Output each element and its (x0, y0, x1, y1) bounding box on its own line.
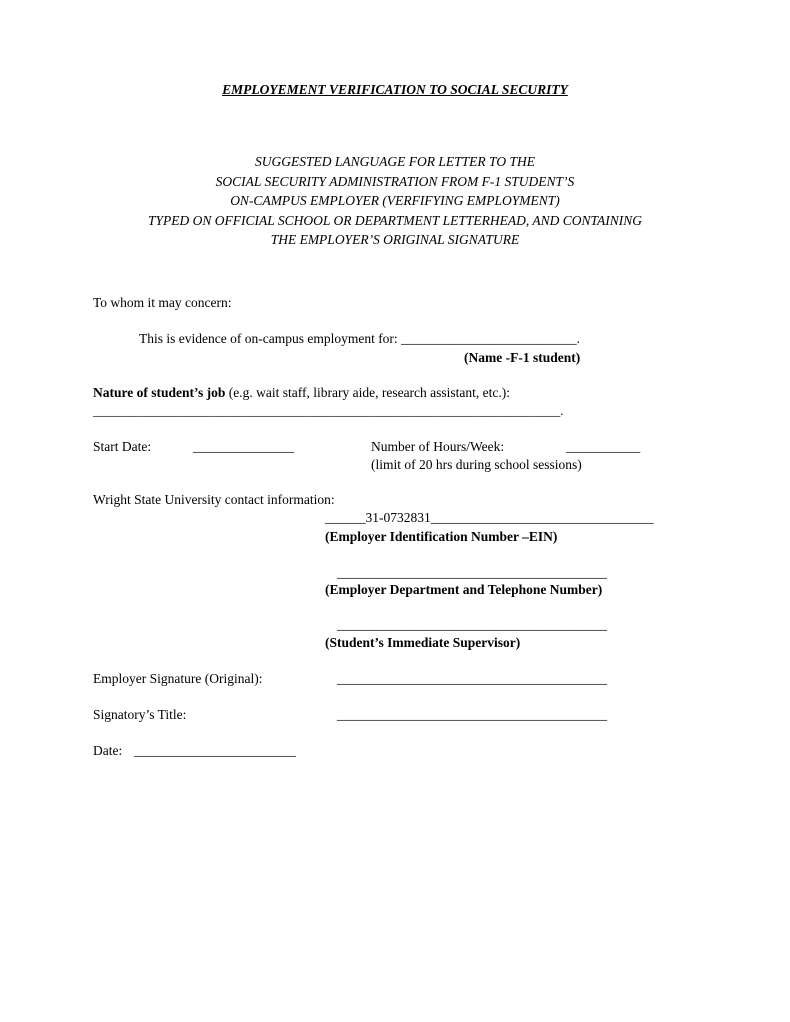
subtitle-line: SUGGESTED LANGUAGE FOR LETTER TO THE (255, 154, 535, 169)
hours-per-week-field[interactable]: ___________ (566, 439, 641, 454)
job-nature-label: Nature of student’s job (93, 385, 226, 400)
signatory-title-field[interactable]: ________________________________________ (337, 707, 607, 722)
start-date-label: Start Date: (93, 439, 152, 454)
hours-limit-note: (limit of 20 hrs during school sessions) (371, 457, 582, 472)
subtitle-line: THE EMPLOYER’S ORIGINAL SIGNATURE (270, 232, 520, 247)
job-nature-row (93, 385, 510, 401)
job-nature-field[interactable]: ____________________________________________________________________________. (93, 404, 564, 418)
start-date-field[interactable]: _______________ (193, 439, 295, 454)
supervisor-field[interactable]: ________________________________________ (337, 617, 607, 632)
subtitle-line: TYPED ON OFFICIAL SCHOOL OR DEPARTMENT LETTERHEAD, AND CONTAINING (148, 212, 642, 228)
department-phone-field[interactable]: ________________________________________ (337, 565, 607, 580)
employer-signature-label: Employer Signature (Original): (93, 671, 263, 686)
ein-field[interactable] (325, 510, 654, 526)
supervisor-caption: (Student’s Immediate Supervisor) (325, 635, 521, 650)
signatory-title-label: Signatory’s Title: (93, 707, 187, 722)
ein-caption: (Employer Identification Number –EIN) (325, 529, 558, 544)
subtitle-line: ON-CAMPUS EMPLOYER (VERFIFYING EMPLOYMENT) (230, 193, 560, 208)
evidence-text: This is evidence of on-campus employment for: (139, 331, 398, 346)
salutation: To whom it may concern: (93, 295, 232, 310)
document-title: EMPLOYEMENT VERIFICATION TO SOCIAL SECURITY (222, 82, 568, 97)
ein-value: 31-0732831 (365, 510, 431, 525)
date-field[interactable]: ________________________ (134, 743, 296, 758)
ein-suffix-line: _________________________________ (430, 510, 654, 525)
contact-info-label: Wright State University contact information: (93, 492, 335, 507)
student-name-field[interactable]: __________________________. (401, 331, 580, 346)
date-label: Date: (93, 743, 123, 758)
employer-signature-field[interactable]: ________________________________________ (337, 671, 607, 686)
hours-per-week-label: Number of Hours/Week: (371, 439, 505, 454)
subtitle-block (0, 152, 790, 250)
evidence-statement (139, 331, 580, 347)
subtitle-line: SOCIAL SECURITY ADMINISTRATION FROM F-1 STUDENT’S (215, 173, 575, 189)
ein-prefix-line: ______ (325, 510, 366, 525)
job-nature-examples: (e.g. wait staff, library aide, research assistant, etc.): (225, 385, 511, 400)
student-name-caption: (Name -F-1 student) (464, 350, 581, 365)
department-phone-caption: (Employer Department and Telephone Number) (325, 582, 603, 597)
